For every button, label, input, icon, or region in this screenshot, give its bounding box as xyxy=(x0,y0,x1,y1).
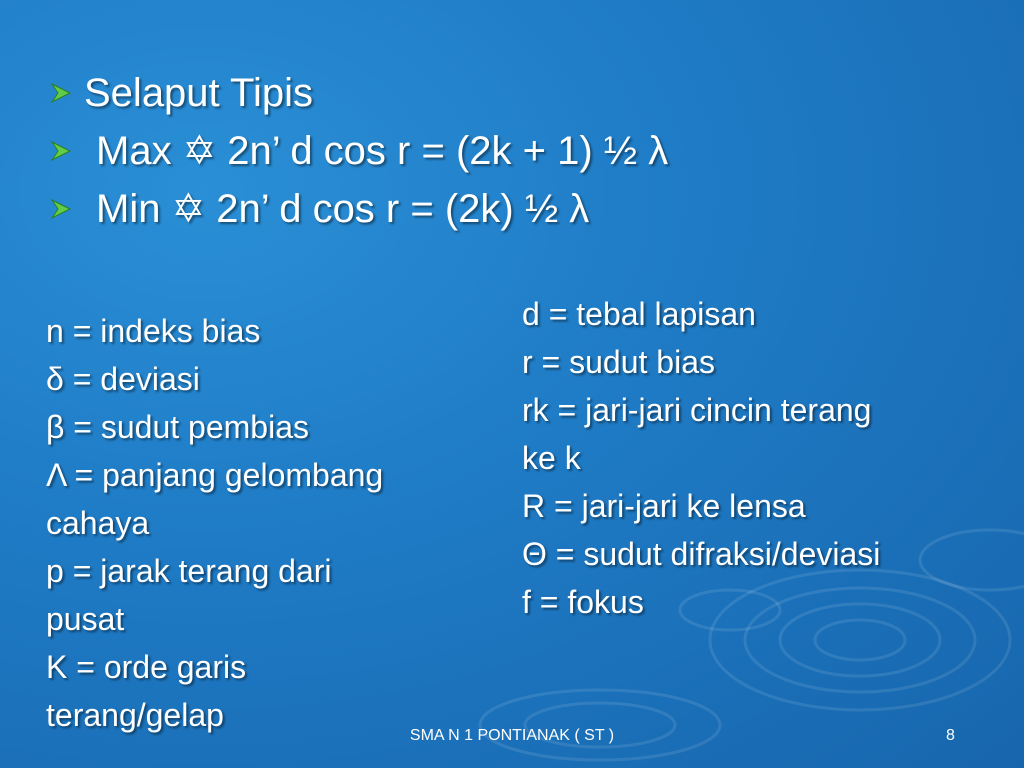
bullet-item-max xyxy=(50,122,668,180)
green-arrow-bullet-icon xyxy=(50,140,72,162)
bullet-item-min xyxy=(50,180,668,238)
definition-line: Θ = sudut difraksi/deviasi xyxy=(522,536,881,572)
definition-line: p = jarak terang dari xyxy=(46,553,332,589)
definition-line: n = indeks bias xyxy=(46,313,261,349)
definition-line: K = orde garis xyxy=(46,649,247,685)
green-arrow-bullet-icon xyxy=(50,82,72,104)
definition-line: terang/gelap xyxy=(46,697,224,733)
definition-line: cahaya xyxy=(46,505,150,541)
definition-line: β = sudut pembias xyxy=(46,409,309,445)
footer-school-name: SMA N 1 PONTIANAK ( ST ) xyxy=(409,727,615,744)
green-arrow-bullet-icon xyxy=(50,198,72,220)
left-definitions xyxy=(46,307,476,739)
slide-number: 8 xyxy=(946,727,955,744)
definition-line: ke k xyxy=(522,440,581,476)
definition-line: f = fokus xyxy=(522,584,644,620)
bullet-text: Max ✡ 2n’ d cos r = (2k + 1) ½ λ xyxy=(96,129,669,173)
bullet-item-title xyxy=(50,64,668,122)
definition-line: δ = deviasi xyxy=(46,361,200,397)
definition-line: d = tebal lapisan xyxy=(522,296,756,332)
bullet-text: Min ✡ 2n’ d cos r = (2k) ½ λ xyxy=(96,187,590,231)
bullet-list xyxy=(50,64,668,238)
definition-line: pusat xyxy=(46,601,125,637)
bullet-text: Selaput Tipis xyxy=(84,70,314,115)
definition-line: R = jari-jari ke lensa xyxy=(522,488,806,524)
definition-line: Λ = panjang gelombang xyxy=(46,457,384,493)
definition-line: r = sudut bias xyxy=(522,344,715,380)
right-definitions xyxy=(522,290,982,626)
definition-line: rk = jari-jari cincin terang xyxy=(522,392,872,428)
